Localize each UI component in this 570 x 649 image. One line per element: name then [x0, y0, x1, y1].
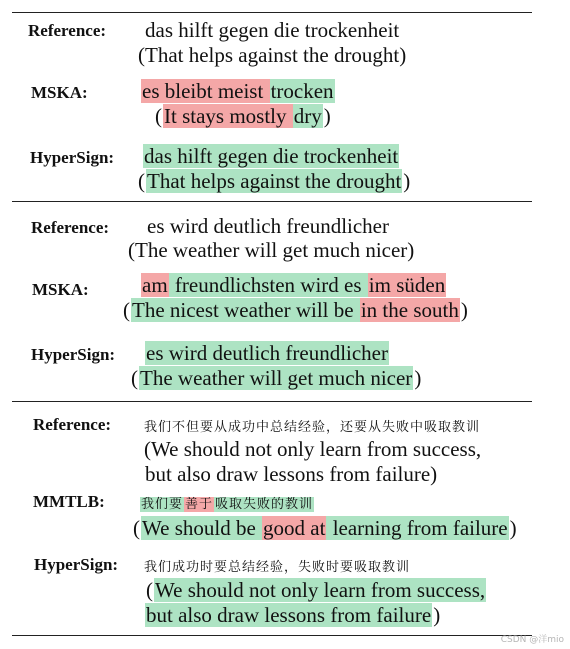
sentence-line	[137, 43, 407, 68]
sentence-text: )	[323, 104, 331, 128]
section-rule	[12, 401, 532, 402]
row-label: Reference:	[33, 415, 112, 434]
sentence-text: (	[146, 578, 153, 602]
top-rule	[12, 12, 532, 13]
sentence-line	[144, 18, 400, 43]
sentence-line	[143, 144, 399, 169]
sentence-text: )	[433, 603, 441, 627]
correct-highlight: The nicest weather will be	[132, 298, 359, 322]
row-label: HyperSign:	[31, 345, 116, 364]
error-highlight: im süden	[368, 273, 446, 297]
error-highlight: It stays mostly	[164, 104, 292, 128]
sentence-text: (	[133, 516, 140, 540]
sentence-text: )	[460, 298, 468, 322]
row-label: HyperSign:	[30, 148, 115, 167]
sentence-line	[137, 169, 411, 194]
sentence-text: (	[155, 104, 162, 128]
row-label: Reference:	[28, 21, 107, 40]
correct-highlight: das hilft gegen die trockenheit	[144, 144, 399, 168]
sentence-text: but also draw lessons from failure)	[145, 462, 438, 486]
sentence-line	[143, 437, 482, 462]
sentence-text: (	[138, 169, 145, 193]
sentence-text: (The weather will get much nicer)	[128, 238, 415, 262]
correct-highlight: es wird deutlich freundlicher	[146, 341, 388, 365]
row-label: Reference:	[31, 218, 110, 237]
sentence-text: )	[414, 366, 422, 390]
sentence-line	[132, 516, 518, 541]
sentence-text: )	[509, 516, 517, 540]
sentence-text: 我们不但要从成功中总结经验，还要从失败中吸取教训	[144, 420, 481, 435]
sentence-line	[130, 366, 422, 391]
row-label: MSKA:	[32, 280, 89, 299]
sentence-line	[122, 298, 469, 323]
sentence-text: )	[403, 169, 411, 193]
sentence-line	[144, 462, 438, 487]
correct-highlight: That helps against the drought	[147, 169, 402, 193]
sentence-text: es wird deutlich freundlicher	[147, 214, 389, 238]
sentence-line	[146, 214, 390, 239]
correct-highlight: The weather will get much nicer	[140, 366, 413, 390]
sentence-text: 我们成功时要总结经验，失败时要吸取教训	[144, 560, 411, 575]
sentence-line	[141, 79, 335, 104]
error-highlight: es bleibt meist	[142, 79, 269, 103]
sentence-line	[154, 104, 332, 129]
correct-highlight: but also draw lessons from failure	[146, 603, 432, 627]
row-label: HyperSign:	[34, 555, 119, 574]
sentence-line	[141, 273, 446, 298]
sentence-line	[145, 603, 441, 628]
correct-highlight: learning from failure	[327, 516, 508, 540]
correct-highlight: dry	[293, 104, 322, 128]
sentence-text: (We should not only learn from success,	[144, 437, 482, 461]
error-highlight: good at	[263, 516, 326, 540]
error-highlight: 善于	[185, 497, 214, 512]
sentence-line	[127, 238, 415, 263]
bottom-rule	[12, 635, 532, 636]
sentence-text: das hilft gegen die trockenheit	[145, 18, 400, 42]
sentence-line	[140, 489, 314, 517]
sentence-text: (That helps against the drought)	[138, 43, 407, 67]
correct-highlight: 吸取失败的教训	[215, 497, 314, 512]
error-highlight: am	[142, 273, 168, 297]
correct-highlight: freundlichsten wird es	[169, 273, 367, 297]
watermark: CSDN @洋mio	[500, 635, 564, 645]
section-rule	[12, 201, 532, 202]
sentence-text: (	[131, 366, 138, 390]
correct-highlight: 我们要	[141, 497, 184, 512]
sentence-line	[145, 341, 389, 366]
sentence-line	[143, 412, 481, 440]
error-highlight: in the south	[360, 298, 459, 322]
correct-highlight: We should not only learn from success,	[155, 578, 486, 602]
row-label: MSKA:	[31, 83, 88, 102]
correct-highlight: trocken	[270, 79, 334, 103]
sentence-line	[143, 552, 411, 580]
row-label: MMTLB:	[33, 492, 105, 511]
sentence-line	[145, 578, 486, 603]
sentence-text: (	[123, 298, 130, 322]
correct-highlight: We should be	[142, 516, 262, 540]
